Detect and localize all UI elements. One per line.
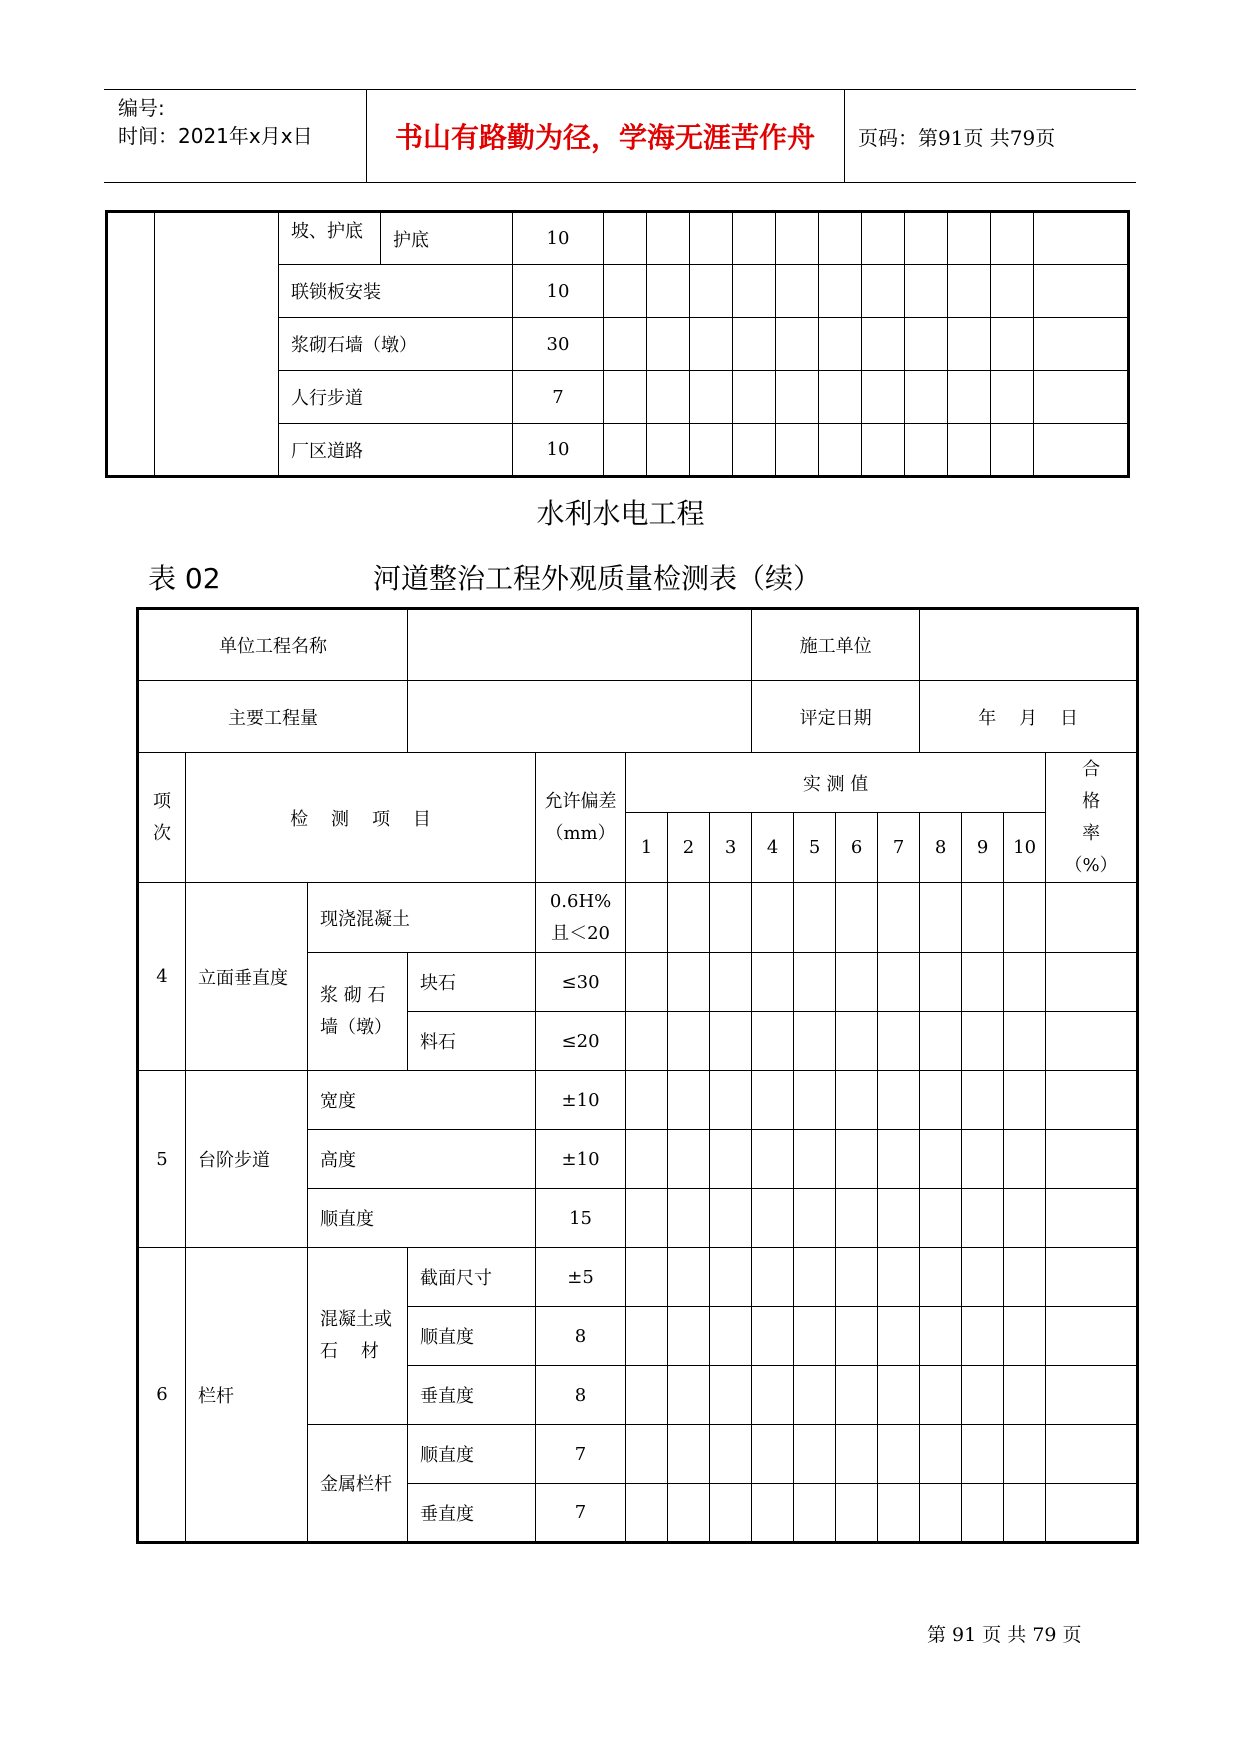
measure-col: 5 — [794, 813, 836, 883]
row-value: 7 — [513, 371, 604, 424]
sub-item-label: 现浇混凝土 — [308, 883, 536, 953]
sub-item-value: ≤30 — [536, 953, 626, 1012]
header-page-info: 页码：第91页 共79页 — [858, 125, 1056, 150]
sub-item-value: 8 — [536, 1366, 626, 1425]
measure-col: 1 — [626, 813, 668, 883]
table-row — [138, 1071, 1138, 1130]
row-value: 30 — [513, 318, 604, 371]
measure-col: 9 — [962, 813, 1004, 883]
header-motto: 书山有路勤为径，学海无涯苦作舟 — [366, 90, 845, 182]
row-value: 10 — [513, 424, 604, 477]
item-name: 台阶步道 — [186, 1071, 308, 1248]
main-quantity-label: 主要工程量 — [138, 681, 408, 753]
col-measured: 实 测 值 — [626, 753, 1046, 813]
measure-col: 2 — [668, 813, 710, 883]
row-label: 厂区道路 — [279, 424, 513, 477]
table-code: 表 02 — [148, 562, 221, 595]
continuation-table — [105, 210, 1130, 478]
eval-date-label: 评定日期 — [752, 681, 920, 753]
measure-col: 7 — [878, 813, 920, 883]
sub-item-value: ±5 — [536, 1248, 626, 1307]
measure-col: 10 — [1004, 813, 1046, 883]
page-footer: 第 91 页 共 79 页 — [927, 1624, 1082, 1646]
row-label: 护底 — [381, 212, 513, 265]
category-cell: 坡、护底 — [279, 212, 381, 265]
sub-item-label: 浆 砌 石 墙（墩） — [308, 953, 408, 1071]
unit-name-value[interactable] — [408, 609, 752, 681]
sub-item-value: 7 — [536, 1425, 626, 1484]
item-name: 立面垂直度 — [186, 883, 308, 1071]
sub-item-label: 顺直度 — [408, 1307, 536, 1366]
table-row — [138, 883, 1138, 953]
construction-unit-label: 施工单位 — [752, 609, 920, 681]
sub-item-label: 块石 — [408, 953, 536, 1012]
item-name: 栏杆 — [186, 1248, 308, 1543]
sub-item-value: 0.6H% 且＜20 — [536, 883, 626, 953]
sub-item-value: 7 — [536, 1484, 626, 1543]
sub-item-label: 垂直度 — [408, 1366, 536, 1425]
table-name: 河道整治工程外观质量检测表（续） — [373, 562, 822, 595]
inspection-table — [136, 607, 1139, 1544]
item-no: 4 — [138, 883, 186, 1071]
sub-item-label: 顺直度 — [308, 1189, 536, 1248]
sub-item-value: ±10 — [536, 1130, 626, 1189]
table-row — [138, 1248, 1138, 1307]
sub-item-label: 宽度 — [308, 1071, 536, 1130]
table-row — [138, 681, 1138, 753]
page-header — [104, 89, 1136, 183]
measure-col: 8 — [920, 813, 962, 883]
sub-item-label: 金属栏杆 — [308, 1425, 408, 1543]
row-label: 浆砌石墙（墩） — [279, 318, 513, 371]
measure-col: 3 — [710, 813, 752, 883]
col-pass-rate: 合 格 率 （%） — [1046, 753, 1138, 883]
item-no: 5 — [138, 1071, 186, 1248]
sub-item-label: 料石 — [408, 1012, 536, 1071]
table-row — [138, 609, 1138, 681]
sub-item-value: 8 — [536, 1307, 626, 1366]
sub-item-label: 高度 — [308, 1130, 536, 1189]
section-subtitle: 水利水电工程 — [536, 497, 705, 530]
time-label: 时间：2021年x月x日 — [118, 124, 313, 148]
table-row — [107, 212, 1129, 265]
sub-item-value: ≤20 — [536, 1012, 626, 1071]
eval-date-value[interactable]: 年 月 日 — [920, 681, 1138, 753]
main-quantity-value[interactable] — [408, 681, 752, 753]
sub-item-value: ±10 — [536, 1071, 626, 1130]
measure-col: 6 — [836, 813, 878, 883]
empty-cell — [107, 212, 155, 477]
measure-col: 4 — [752, 813, 794, 883]
row-label: 人行步道 — [279, 371, 513, 424]
sub-item-value: 15 — [536, 1189, 626, 1248]
row-value: 10 — [513, 265, 604, 318]
item-no: 6 — [138, 1248, 186, 1543]
header-row — [138, 753, 1138, 813]
col-tolerance: 允许偏差 （mm） — [536, 753, 626, 883]
sub-item-label: 垂直度 — [408, 1484, 536, 1543]
sub-item-label: 截面尺寸 — [408, 1248, 536, 1307]
row-value: 10 — [513, 212, 604, 265]
sub-item-label: 顺直度 — [408, 1425, 536, 1484]
row-label: 联锁板安装 — [279, 265, 513, 318]
empty-cell — [155, 212, 279, 477]
col-item-no: 项 次 — [138, 753, 186, 883]
construction-unit-value[interactable] — [920, 609, 1138, 681]
number-label: 编号: — [118, 96, 165, 120]
header-meta — [104, 90, 367, 182]
col-check-item: 检 测 项 目 — [186, 753, 536, 883]
unit-name-label: 单位工程名称 — [138, 609, 408, 681]
sub-item-label: 混凝土或石 材 — [308, 1248, 408, 1425]
